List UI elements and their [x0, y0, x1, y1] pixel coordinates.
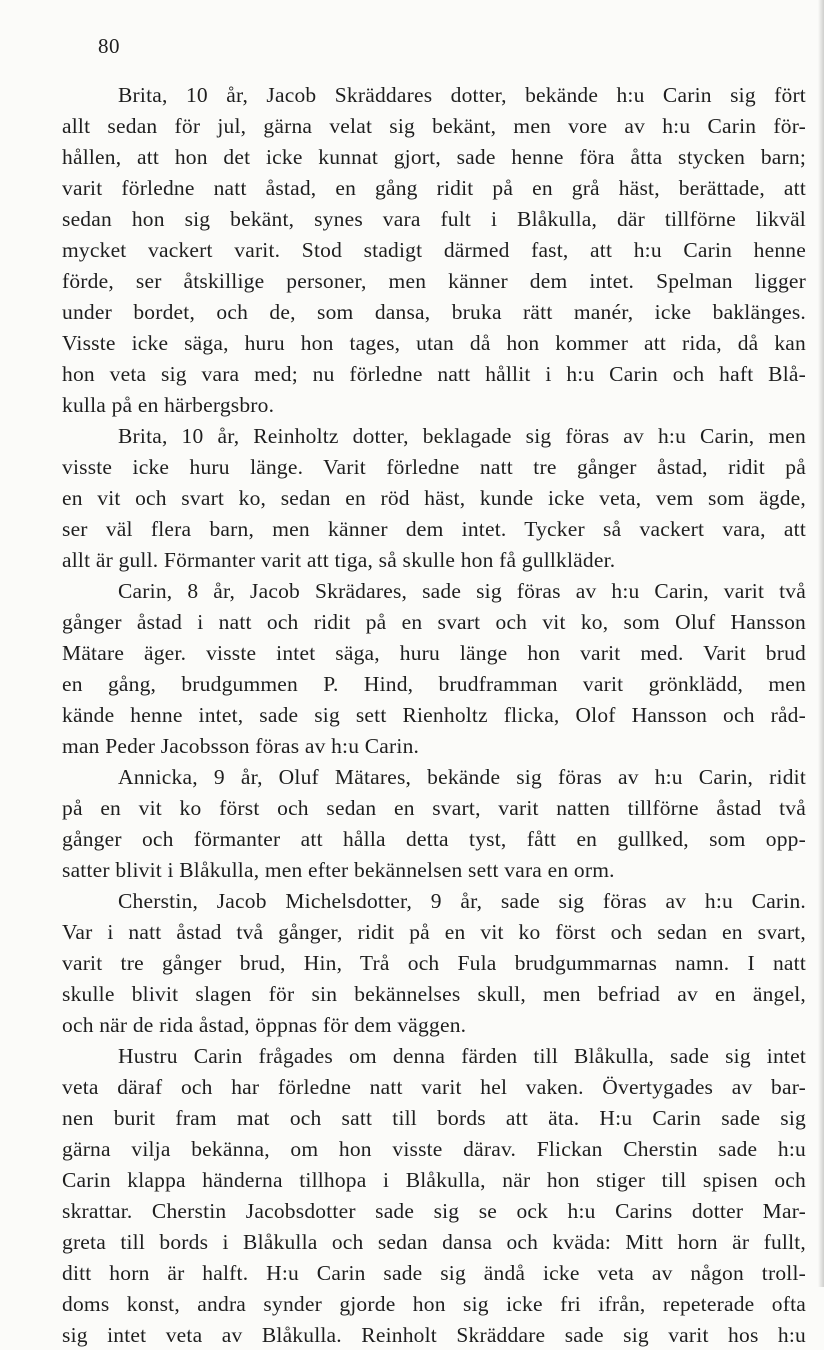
text-line: Carin, 8 år, Jacob Skrädares, sade sig föras av h:u Carin, varit två: [118, 579, 806, 603]
text-line: sig intet veta av Blåkulla. Reinholt Skräddare sade sig varit hos h:u: [62, 1323, 806, 1347]
text-line: allt är gull. Förmanter varit att tiga, så skulle hon få gullkläder.: [62, 548, 616, 572]
text-line: ser väl flera barn, men känner dem intet. Tycker så vackert vara, att: [62, 517, 806, 541]
text-line: Visste icke säga, huru hon tages, utan då hon kommer att rida, då kan: [62, 331, 806, 355]
text-line: allt sedan för jul, gärna velat sig bekänt, men vore av h:u Carin för-: [62, 114, 806, 138]
text-line: mycket vackert varit. Stod stadigt därmed fast, att h:u Carin henne: [62, 238, 806, 262]
text-line: Hustru Carin frågades om denna färden till Blåkulla, sade sig intet: [118, 1044, 806, 1068]
text-line: skulle blivit slagen för sin bekännelses skull, men befriad av en ängel,: [62, 982, 806, 1006]
text-line: Carin klappa händerna tillhopa i Blåkulla, när hon stiger till spisen och: [62, 1168, 806, 1192]
text-line: Cherstin, Jacob Michelsdotter, 9 år, sade sig föras av h:u Carin.: [118, 889, 806, 913]
text-line: skrattar. Cherstin Jacobsdotter sade sig se ock h:u Carins dotter Mar-: [62, 1199, 806, 1223]
text-line: och när de rida åstad, öppnas för dem väggen.: [62, 1013, 467, 1037]
text-line: Mätare äger. visste intet säga, huru länge hon varit med. Varit brud: [62, 641, 806, 665]
text-line: en vit och svart ko, sedan en röd häst, kunde icke veta, vem som ägde,: [62, 486, 806, 510]
text-line: på en vit ko först och sedan en svart, varit natten tillförne åstad två: [62, 796, 806, 820]
text-line: Var i natt åstad två gånger, ridit på en vit ko först och sedan en svart,: [62, 920, 806, 944]
text-line: Annicka, 9 år, Oluf Mätares, bekände sig föras av h:u Carin, ridit: [118, 765, 806, 789]
text-line: visste icke huru länge. Varit förledne natt tre gånger åstad, ridit på: [62, 455, 806, 479]
text-line: varit tre gånger brud, Hin, Trå och Fula brudgummarnas namn. I natt: [62, 951, 806, 975]
text-line: nen burit fram mat och satt till bords att äta. H:u Carin sade sig: [62, 1106, 806, 1130]
text-line: sedan hon sig bekänt, synes vara fult i Blåkulla, där tillförne likväl: [62, 207, 806, 231]
text-line: hållen, att hon det icke kunnat gjort, sade henne föra åtta stycken barn;: [62, 145, 806, 169]
text-line: greta till bords i Blåkulla och sedan dansa och kväda: Mitt horn är fullt,: [62, 1230, 806, 1254]
text-line: ditt horn är halft. H:u Carin sade sig ändå icke veta av någon troll-: [62, 1261, 806, 1285]
text-line: veta däraf och har förledne natt varit hel vaken. Övertygades av bar-: [62, 1075, 806, 1099]
page-number: 80: [98, 34, 120, 58]
text-line: kände henne intet, sade sig sett Rienholtz flicka, Olof Hansson och råd-: [62, 703, 806, 727]
page-edge-shadow: [818, 0, 824, 1287]
text-line: en gång, brudgummen P. Hind, brudframman varit grönklädd, men: [62, 672, 806, 696]
text-line: hon veta sig vara med; nu förledne natt hållit i h:u Carin och haft Blå-: [62, 362, 806, 386]
text-line: kulla på en härbergsbro.: [62, 393, 275, 417]
text-line: man Peder Jacobsson föras av h:u Carin.: [62, 734, 420, 758]
text-line: Brita, 10 år, Reinholtz dotter, beklagade sig föras av h:u Carin, men: [118, 424, 806, 448]
text-line: varit förledne natt åstad, en gång ridit på en grå häst, berättade, att: [62, 176, 806, 200]
text-line: under bordet, och de, som dansa, bruka rätt manér, icke baklänges.: [62, 300, 806, 324]
text-line: gärna vilja bekänna, om hon visste därav. Flickan Cherstin sade h:u: [62, 1137, 806, 1161]
text-line: satter blivit i Blåkulla, men efter bekännelsen sett vara en orm.: [62, 858, 615, 882]
text-line: gånger och förmanter att hålla detta tyst, fått en gullked, som opp-: [62, 827, 806, 851]
text-line: doms konst, andra synder gjorde hon sig icke fri ifrån, repeterade ofta: [62, 1292, 806, 1316]
text-line: Brita, 10 år, Jacob Skräddares dotter, bekände h:u Carin sig fört: [118, 83, 806, 107]
text-line: förde, ser åtskillige personer, men känner dem intet. Spelman ligger: [62, 269, 806, 293]
text-line: gånger åstad i natt och ridit på en svart och vit ko, som Oluf Hansson: [62, 610, 806, 634]
